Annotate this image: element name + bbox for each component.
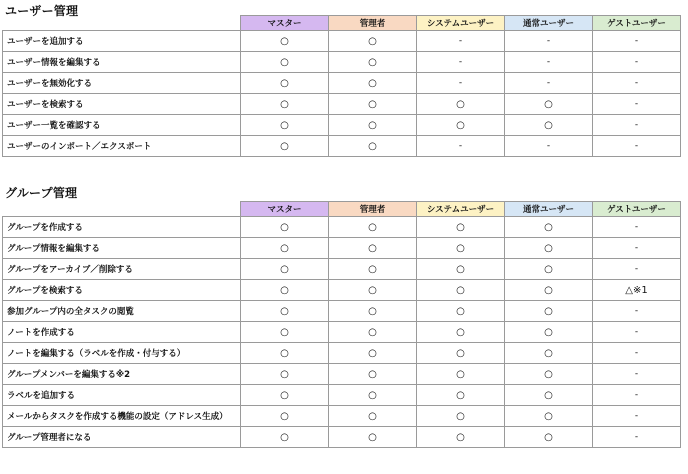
permission-cell: ○ <box>417 259 505 280</box>
permission-cell: ○ <box>417 94 505 115</box>
permission-cell: ○ <box>329 385 417 406</box>
table-row <box>3 343 681 364</box>
permission-cell: ○ <box>417 343 505 364</box>
permission-cell: ○ <box>505 115 593 136</box>
permission-label: ノートを編集する（ラベルを作成・付与する） <box>3 343 241 364</box>
table-row <box>3 406 681 427</box>
permission-cell: ○ <box>241 280 329 301</box>
permission-cell: - <box>417 52 505 73</box>
permission-cell: ○ <box>417 406 505 427</box>
role-header-admin: 管理者 <box>329 202 417 217</box>
permission-cell: ○ <box>505 280 593 301</box>
permission-cell: ○ <box>241 427 329 448</box>
permission-label: ノートを作成する <box>3 322 241 343</box>
permission-cell: - <box>593 406 681 427</box>
permission-cell: ○ <box>505 301 593 322</box>
permission-label: ユーザーを検索する <box>3 94 241 115</box>
permission-cell: - <box>417 73 505 94</box>
table-row <box>3 427 681 448</box>
permission-cell: ○ <box>329 322 417 343</box>
permission-cell: ○ <box>417 427 505 448</box>
table-row <box>3 280 681 301</box>
permission-label: ラベルを追加する <box>3 385 241 406</box>
permission-cell: ○ <box>329 94 417 115</box>
role-header-guest-user: ゲストユーザー <box>593 202 681 217</box>
table-row <box>3 136 681 157</box>
table-row <box>3 322 681 343</box>
permission-cell: - <box>593 52 681 73</box>
permission-cell: ○ <box>241 301 329 322</box>
permission-cell: ○ <box>505 427 593 448</box>
permission-cell: - <box>417 136 505 157</box>
permission-cell: ○ <box>505 364 593 385</box>
permission-cell: - <box>593 136 681 157</box>
permission-cell: ○ <box>241 52 329 73</box>
permission-label: グループを検索する <box>3 280 241 301</box>
table-row <box>3 73 681 94</box>
table-row <box>3 31 681 52</box>
permission-cell: ○ <box>329 343 417 364</box>
permission-label: ユーザーを無効化する <box>3 73 241 94</box>
role-header-master: マスター <box>241 16 329 31</box>
permission-cell: ○ <box>505 406 593 427</box>
permission-cell: ○ <box>329 427 417 448</box>
permission-cell: - <box>593 31 681 52</box>
permission-cell: - <box>505 31 593 52</box>
permission-cell: ○ <box>417 385 505 406</box>
permission-cell: ○ <box>505 343 593 364</box>
user-section-title: ユーザー管理 <box>5 4 79 18</box>
role-header-normal-user: 通常ユーザー <box>505 202 593 217</box>
permission-cell: - <box>505 136 593 157</box>
permission-cell: ○ <box>241 322 329 343</box>
permission-cell: ○ <box>505 259 593 280</box>
permission-cell: - <box>593 385 681 406</box>
permission-label: 参加グループ内の全タスクの閲覧 <box>3 301 241 322</box>
permission-cell: ○ <box>241 364 329 385</box>
permission-cell: - <box>593 217 681 238</box>
permission-cell: ○ <box>329 136 417 157</box>
table-row <box>3 301 681 322</box>
header-corner <box>3 202 241 217</box>
permission-cell: ○ <box>241 31 329 52</box>
permission-cell: - <box>417 31 505 52</box>
permission-cell: ○ <box>241 136 329 157</box>
permission-cell: ○ <box>329 31 417 52</box>
permission-label: ユーザーを追加する <box>3 31 241 52</box>
permission-label: グループ情報を編集する <box>3 238 241 259</box>
permission-cell: ○ <box>417 115 505 136</box>
permission-cell: ○ <box>505 217 593 238</box>
permission-cell: ○ <box>241 217 329 238</box>
table-header-row <box>3 202 681 217</box>
permission-label: グループをアーカイブ／削除する <box>3 259 241 280</box>
permission-cell: - <box>593 94 681 115</box>
permission-cell: ○ <box>241 343 329 364</box>
role-header-master: マスター <box>241 202 329 217</box>
permission-cell: ○ <box>329 115 417 136</box>
table-header-row <box>3 16 681 31</box>
permission-cell: ○ <box>241 94 329 115</box>
table-row <box>3 115 681 136</box>
permission-cell: - <box>593 73 681 94</box>
role-header-system-user: システムユーザー <box>417 202 505 217</box>
permission-label: ユーザーのインポート／エクスポート <box>3 136 241 157</box>
permission-label: グループ管理者になる <box>3 427 241 448</box>
permission-cell: ○ <box>241 115 329 136</box>
role-header-normal-user: 通常ユーザー <box>505 16 593 31</box>
permission-label: グループを作成する <box>3 217 241 238</box>
permission-cell: ○ <box>329 52 417 73</box>
permission-cell: - <box>593 301 681 322</box>
permission-cell: ○ <box>241 406 329 427</box>
header-corner <box>3 16 241 31</box>
permission-cell: - <box>593 427 681 448</box>
permission-cell: ○ <box>417 364 505 385</box>
permission-cell: ○ <box>329 259 417 280</box>
permission-cell: ○ <box>505 94 593 115</box>
permission-cell: - <box>593 115 681 136</box>
permission-cell: - <box>593 364 681 385</box>
table-row <box>3 94 681 115</box>
permission-cell: - <box>593 322 681 343</box>
permission-label: ユーザー情報を編集する <box>3 52 241 73</box>
permission-cell: ○ <box>241 385 329 406</box>
group-permission-table <box>2 201 681 448</box>
table-row <box>3 364 681 385</box>
permission-cell: ○ <box>241 73 329 94</box>
role-header-guest-user: ゲストユーザー <box>593 16 681 31</box>
role-header-admin: 管理者 <box>329 16 417 31</box>
permission-cell: ○ <box>417 322 505 343</box>
permission-cell: ○ <box>329 280 417 301</box>
permission-cell: ○ <box>329 73 417 94</box>
table-row <box>3 238 681 259</box>
permission-cell: ○ <box>329 238 417 259</box>
permission-cell: ○ <box>505 238 593 259</box>
permission-cell: ○ <box>329 217 417 238</box>
table-row <box>3 385 681 406</box>
permission-cell: - <box>505 73 593 94</box>
table-row <box>3 259 681 280</box>
permission-label: グループメンバーを編集する※2 <box>3 364 241 385</box>
table-row <box>3 52 681 73</box>
role-header-system-user: システムユーザー <box>417 16 505 31</box>
permission-cell: - <box>593 259 681 280</box>
permission-cell: ○ <box>329 364 417 385</box>
permission-cell: ○ <box>241 259 329 280</box>
permission-cell: ○ <box>417 280 505 301</box>
permission-label: メールからタスクを作成する機能の設定（アドレス生成） <box>3 406 241 427</box>
permission-cell: ○ <box>505 322 593 343</box>
permission-cell: - <box>593 238 681 259</box>
user-permission-table <box>2 15 681 157</box>
table-row <box>3 217 681 238</box>
permission-cell: - <box>505 52 593 73</box>
permission-cell: ○ <box>329 406 417 427</box>
permission-cell: △※1 <box>593 280 681 301</box>
permission-cell: ○ <box>417 217 505 238</box>
permission-cell: ○ <box>417 301 505 322</box>
permission-cell: ○ <box>505 385 593 406</box>
permission-cell: ○ <box>417 238 505 259</box>
permission-cell: ○ <box>329 301 417 322</box>
permission-label: ユーザー一覧を確認する <box>3 115 241 136</box>
permission-cell: ○ <box>241 238 329 259</box>
group-section-title: グループ管理 <box>5 186 78 200</box>
permission-cell: - <box>593 343 681 364</box>
